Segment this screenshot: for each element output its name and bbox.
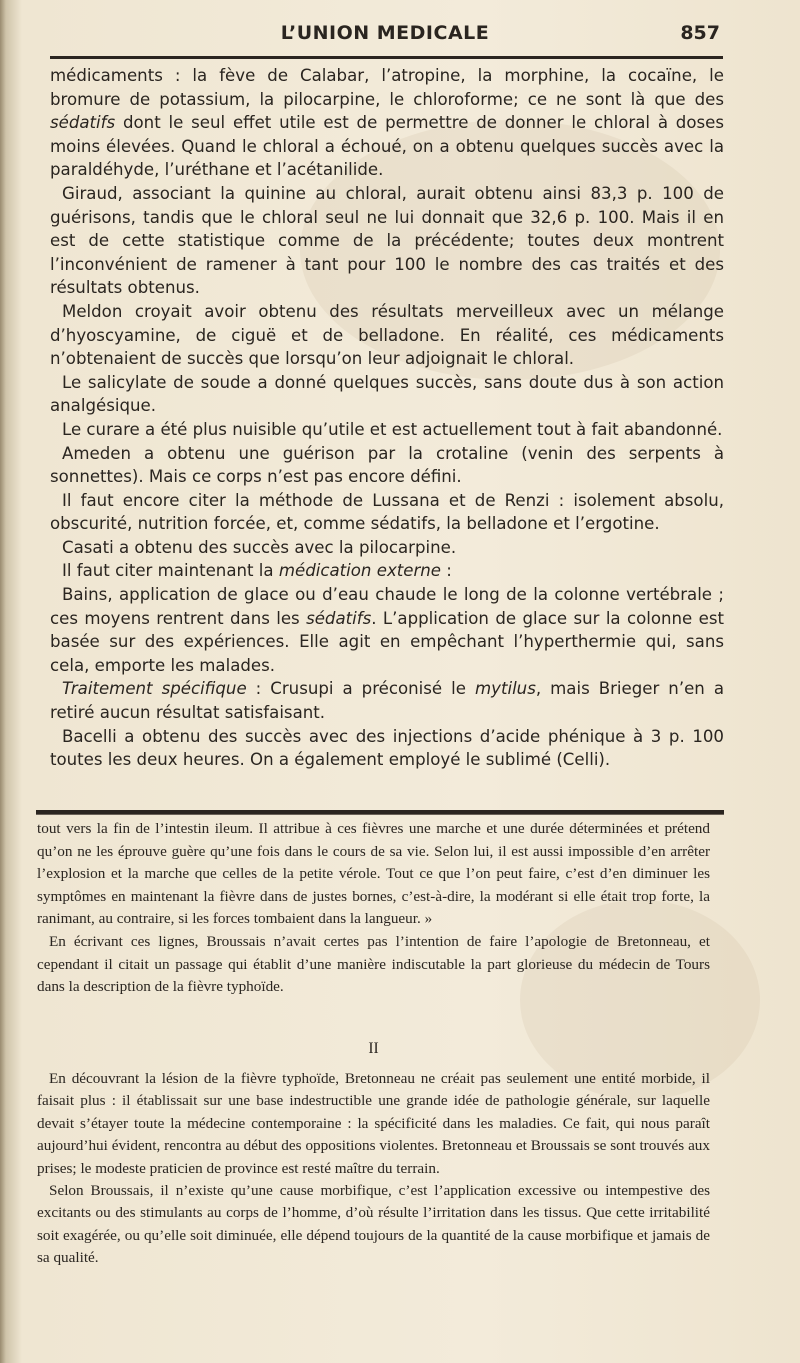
paragraph: tout vers la fin de l’intestin ileum. Il attribue à ces fièvres une marche et une durée déterminées et prétend qu’on ne les éprouve guère qu’une fois dans le cours de sa vie. Selon lui, il est aussi impossible d’en arrêter l’explosion et la marche que celles de la petite vérole. Tout ce que l’on peut faire, c’est d’en diminuer les symptômes en maintenant la fièvre dans de justes bornes, c’est-à-dire, la modérant si elle était trop forte, la ranimant, au contraire, si les forces tombaient dans la langueur. » <box>37 820 710 928</box>
section-divider-rule <box>36 810 724 815</box>
paragraph: Bains, application de glace ou d’eau chaude le long de la colonne vertébrale ; ces moyens rentrent dans les sédatifs. L’application de glace sur la colonne est basée sur des expériences. Elle agit en empêchant l’hyperthermie qui, sans cela, emporte les malades. <box>50 585 724 675</box>
feuilleton-text-section-2 <box>37 1068 710 1270</box>
section-number: II <box>368 1040 379 1057</box>
paragraph: Traitement spécifique : Crusupi a préconisé le mytilus, mais Brieger n’en a retiré aucun résultat satisfaisant. <box>50 679 724 723</box>
header-rule <box>50 56 723 59</box>
paragraph: Giraud, associant la quinine au chloral, aurait obtenu ainsi 83,3 p. 100 de guérisons, tandis que le chloral seul ne lui donnait que 32,6 p. 100. Mais il en est de cette statistique comme de la précédente; toutes deux montrent l’inconvénient de ramener à tant pour 100 le nombre des cas traités et des résultats obtenus. <box>50 183 724 298</box>
paragraph: Le salicylate de soude a donné quelques succès, sans doute dus à son action analgésique. <box>50 372 724 416</box>
paragraph: En écrivant ces lignes, Broussais n’avait certes pas l’intention de faire l’apologie de Bretonneau, et cependant il citait un passage qui établit d’une manière indiscutable la part glorieuse du médecin de Tours dans la description de la fièvre typhoïde. <box>37 932 710 996</box>
paragraph: Ameden a obtenu une guérison par la crotaline (venin des serpents à sonnettes). Mais ce corps n’est pas encore défini. <box>50 443 724 487</box>
paragraph: Bacelli a obtenu des succès avec des injections d’acide phénique à 3 p. 100 toutes les deux heures. On a également employé le sublimé (Celli). <box>50 726 724 770</box>
paragraph: Le curare a été plus nuisible qu’utile et est actuellement tout à fait abandonné. <box>62 419 723 439</box>
paragraph: Selon Broussais, il n’existe qu’une cause morbifique, c’est l’application excessive ou intempestive des excitants ou des stimulants au corps de l’homme, d’où résulte l’irritation dans les tissus. Que cette irritabilité soit exagérée, ou qu’elle soit diminuée, elle dépend toujours de la quantité de la cause morbifique et jamais de sa qualité. <box>37 1182 710 1267</box>
running-title: L’UNION MEDICALE <box>280 22 490 44</box>
paragraph: Il faut encore citer la méthode de Lussana et de Renzi : isolement absolu, obscurité, nutrition forcée, et, comme sédatifs, la belladone et l’ergotine. <box>50 490 724 534</box>
paragraph: Casati a obtenu des succès avec la pilocarpine. <box>62 537 457 557</box>
page-number: 857 <box>680 22 720 44</box>
page-header <box>50 20 720 50</box>
paragraph: Meldon croyait avoir obtenu des résultats merveilleux avec un mélange d’hyoscyamine, de ciguë et de belladone. En réalité, ces médicaments n’obtenaient de succès que lorsqu’on leur adjoignait le chloral. <box>50 301 724 369</box>
main-text <box>50 64 724 772</box>
paragraph: Il faut citer maintenant la médication externe : <box>62 561 452 581</box>
feuilleton-text <box>37 818 710 999</box>
paragraph: médicaments : la fève de Calabar, l’atropine, la morphine, la cocaïne, le bromure de potassium, la pilocarpine, le chloroforme; ce ne sont là que des sédatifs dont le seul effet utile est de permettre de donner le chloral à doses moins élevées. Quand le chloral a échoué, on a obtenu quelques succès avec la paraldéhyde, l’uréthane et l’acétanilide. <box>50 66 724 180</box>
paragraph: En découvrant la lésion de la fièvre typhoïde, Bretonneau ne créait pas seulement une entité morbide, il faisait plus : il établissait sur une base indestructible une grande idée de pathologie générale, sur laquelle devait s’étayer toute la médecine contemporaine : la spécificité dans les maladies. Ce fait, qui nous paraît aujourd’hui évident, rencontra au début des oppositions violentes. Bretonneau et Broussais se sont trouvés aux prises; le modeste praticien de province est resté maître du terrain. <box>37 1070 710 1177</box>
